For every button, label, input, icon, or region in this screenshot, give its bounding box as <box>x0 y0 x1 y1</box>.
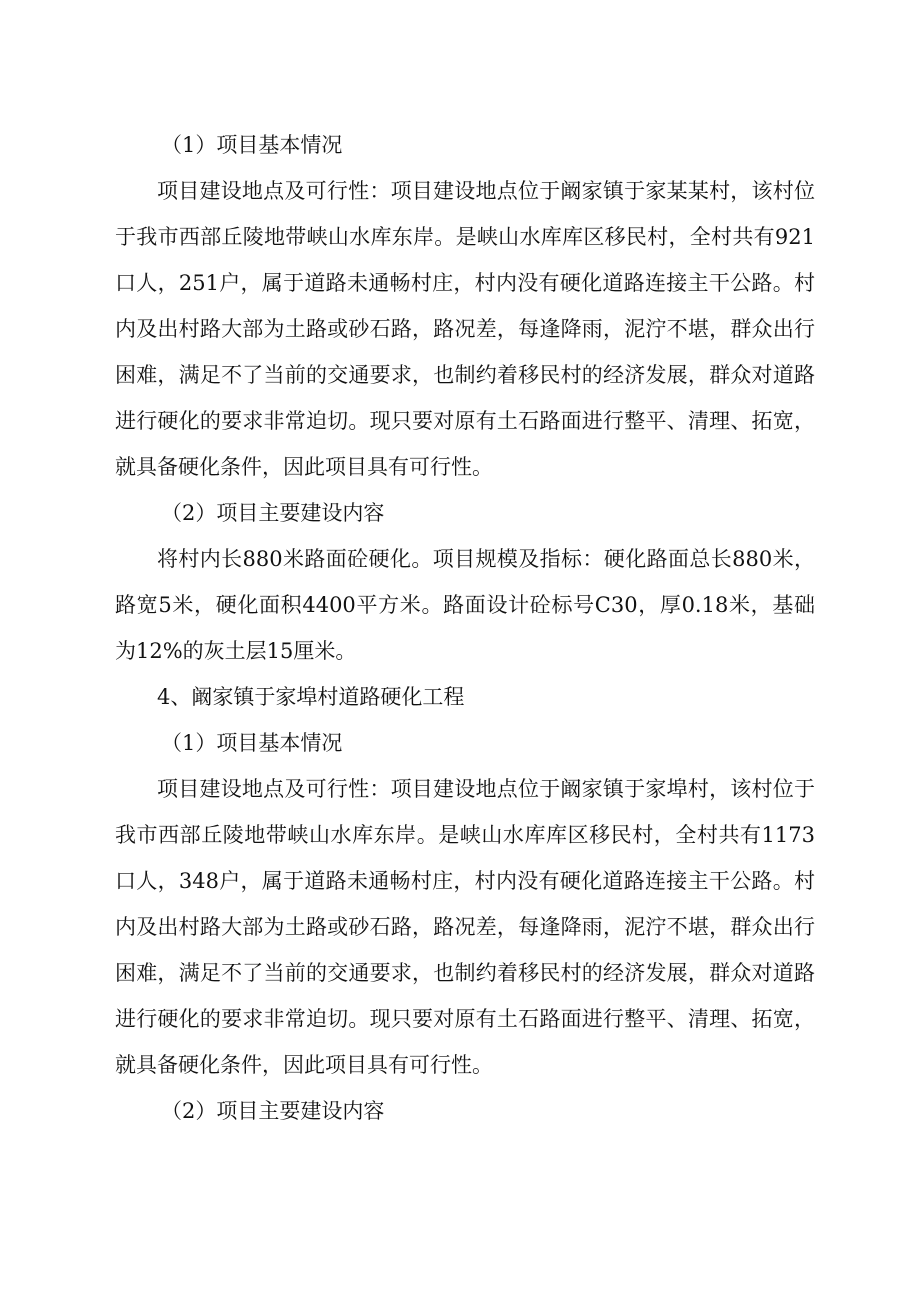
section-heading-4: 4、阚家镇于家埠村道路硬化工程 <box>157 685 465 709</box>
subheading-construction-content-1: （2）项目主要建设内容 <box>161 501 385 525</box>
paragraph-construction-details-1: 将村内长880米路面砼硬化。项目规模及指标：硬化路面总长880米，路宽5米，硬化面积4400平方米。路面设计砼标号C30，厚0.18米，基础为12%的灰土层15厘米。 <box>115 547 815 663</box>
subheading-basic-info-2: （1）项目基本情况 <box>161 731 343 755</box>
paragraph-location-feasibility-2: 项目建设地点及可行性：项目建设地点位于阚家镇于家埠村，该村位于我市西部丘陵地带峡山水库东岸。是峡山水库库区移民村，全村共有1173口人，348户，属于道路未通畅村庄，村内没有硬化道路连接主干公路。村内及出村路大部为土路或砂石路，路况差，每逢降雨，泥泞不堪，群众出行困难，满足不了当前的交通要求，也制约着移民村的经济发展，群众对道路进行硬化的要求非常迫切。现只要对原有土石路面进行整平、清理、拓宽，就具备硬化条件，因此项目具有可行性。 <box>115 777 815 1077</box>
document-body <box>115 122 815 1134</box>
subheading-basic-info-1: （1）项目基本情况 <box>161 133 343 157</box>
paragraph-location-feasibility-1: 项目建设地点及可行性：项目建设地点位于阚家镇于家某某村，该村位于我市西部丘陵地带峡山水库东岸。是峡山水库库区移民村，全村共有921口人，251户，属于道路未通畅村庄，村内没有硬化道路连接主干公路。村内及出村路大部为土路或砂石路，路况差，每逢降雨，泥泞不堪，群众出行困难，满足不了当前的交通要求，也制约着移民村的经济发展，群众对道路进行硬化的要求非常迫切。现只要对原有土石路面进行整平、清理、拓宽，就具备硬化条件，因此项目具有可行性。 <box>115 179 815 479</box>
subheading-construction-content-2: （2）项目主要建设内容 <box>161 1099 385 1123</box>
